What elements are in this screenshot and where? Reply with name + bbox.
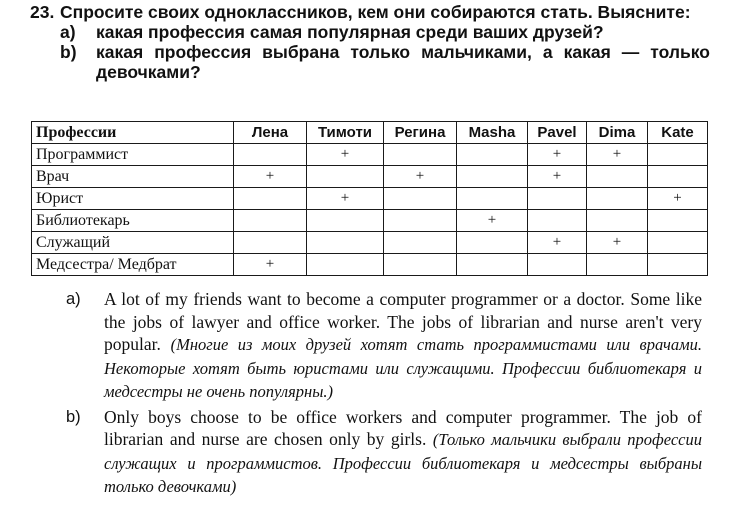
mark-cell — [457, 144, 528, 166]
mark-cell — [234, 144, 307, 166]
answer-letter: a) — [66, 290, 81, 308]
header-profession: Профессии — [32, 122, 234, 144]
answer-russian: (Многие из моих друзей хотят стать программистами или врачами. Некоторые хотят быть юристами или служащими. Профессии библиотекаря и медсестры не очень популярны.) — [104, 335, 702, 401]
answer-text — [104, 406, 702, 499]
mark-cell — [234, 232, 307, 254]
header-name: Masha — [457, 122, 528, 144]
mark-cell — [307, 166, 384, 188]
mark-cell: + — [234, 166, 307, 188]
answer-a — [66, 288, 702, 404]
header-name: Тимоти — [307, 122, 384, 144]
task-sub-letter: a) — [60, 22, 76, 42]
header-name: Pavel — [528, 122, 587, 144]
task-sub-b — [60, 42, 710, 82]
mark-cell — [384, 144, 457, 166]
answers-block — [66, 288, 702, 501]
answer-text — [104, 288, 702, 404]
mark-cell: + — [234, 254, 307, 276]
mark-cell: + — [384, 166, 457, 188]
mark-cell — [384, 254, 457, 276]
mark-cell — [648, 232, 708, 254]
mark-cell — [307, 210, 384, 232]
survey-table — [31, 121, 708, 276]
task-sub-letter: b) — [60, 42, 77, 62]
profession-cell: Юрист — [32, 188, 234, 210]
profession-cell: Библиотекарь — [32, 210, 234, 232]
mark-cell: + — [528, 166, 587, 188]
mark-cell: + — [528, 232, 587, 254]
mark-cell — [587, 254, 648, 276]
mark-cell: + — [587, 144, 648, 166]
header-name: Регина — [384, 122, 457, 144]
mark-cell: + — [457, 210, 528, 232]
profession-cell: Врач — [32, 166, 234, 188]
mark-cell — [384, 210, 457, 232]
mark-cell — [234, 188, 307, 210]
task-sub-question: какая профессия самая популярная среди ваших друзей? — [96, 22, 604, 42]
table-row — [32, 232, 708, 254]
table-row — [32, 254, 708, 276]
mark-cell: + — [528, 144, 587, 166]
task-instruction: Спросите своих одноклассников, кем они собираются стать. Выясните: — [60, 2, 691, 22]
mark-cell: + — [587, 232, 648, 254]
answer-english: Only boys choose to be office workers and computer programmer. The job of librarian and nurse are chosen only by girls. — [104, 406, 702, 449]
profession-cell: Программист — [32, 144, 234, 166]
header-name: Лена — [234, 122, 307, 144]
mark-cell: + — [307, 144, 384, 166]
task-sub-a — [60, 22, 710, 42]
mark-cell — [457, 232, 528, 254]
table-header-row — [32, 122, 708, 144]
mark-cell — [528, 188, 587, 210]
mark-cell — [307, 232, 384, 254]
task-number: 23. — [30, 2, 55, 22]
task-block — [30, 2, 710, 82]
mark-cell — [384, 232, 457, 254]
mark-cell — [587, 210, 648, 232]
table-row — [32, 210, 708, 232]
mark-cell — [307, 254, 384, 276]
mark-cell — [648, 254, 708, 276]
mark-cell — [648, 210, 708, 232]
mark-cell — [457, 166, 528, 188]
answer-russian: (Только мальчики выбрали профессии служащих и программистов. Профессии библиотекаря и медсестры выбраны только девочками) — [104, 430, 703, 496]
mark-cell — [457, 188, 528, 210]
mark-cell — [528, 210, 587, 232]
mark-cell — [384, 188, 457, 210]
profession-cell: Служащий — [32, 232, 234, 254]
answer-english: A lot of my friends want to become a computer programmer or a doctor. Some like the jobs of lawyer and office worker. The jobs of librarian and nurse aren't very popular. — [104, 289, 702, 354]
mark-cell — [648, 144, 708, 166]
mark-cell: + — [307, 188, 384, 210]
answer-letter: b) — [66, 407, 81, 426]
task-sub-question: какая профессия выбрана только мальчиками, а какая — только девочками? — [96, 42, 710, 82]
mark-cell — [587, 166, 648, 188]
answer-b — [66, 406, 702, 499]
task-header — [30, 2, 710, 22]
table-row — [32, 144, 708, 166]
table-row — [32, 166, 708, 188]
mark-cell — [528, 254, 587, 276]
mark-cell — [457, 254, 528, 276]
table-row — [32, 188, 708, 210]
profession-cell: Медсестра/ Медбрат — [32, 254, 234, 276]
mark-cell — [234, 210, 307, 232]
mark-cell — [648, 166, 708, 188]
header-name: Kate — [648, 122, 708, 144]
mark-cell — [587, 188, 648, 210]
header-name: Dima — [587, 122, 648, 144]
mark-cell: + — [648, 188, 708, 210]
